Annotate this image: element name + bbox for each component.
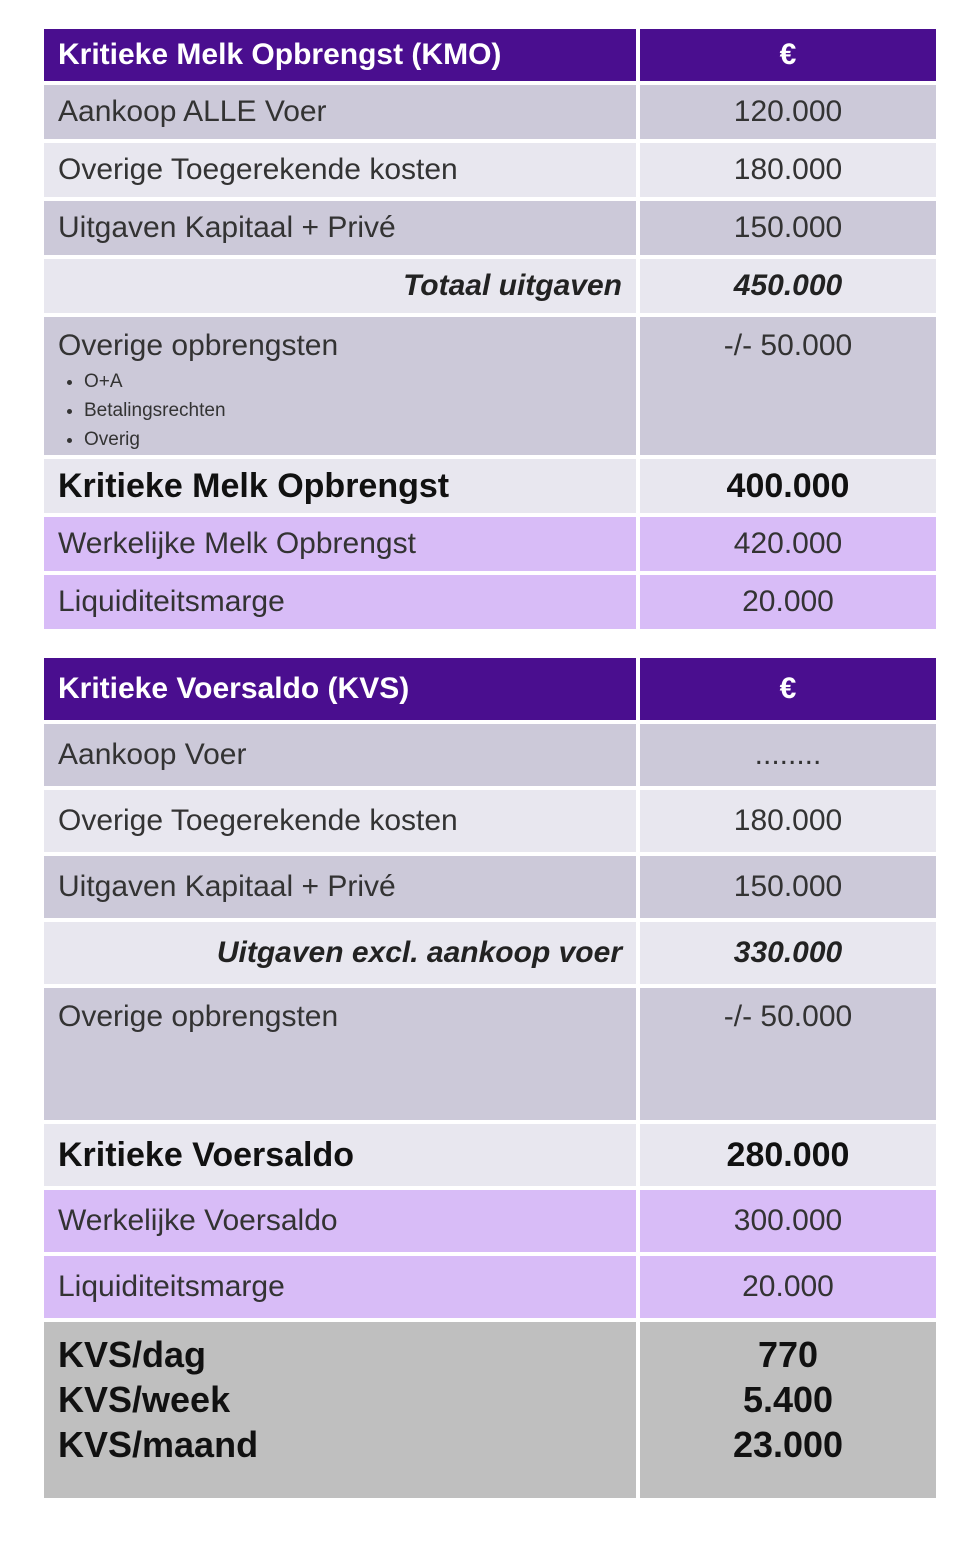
kmo-total-value: 450.000 — [640, 259, 936, 313]
kvs-margin-label: Liquiditeitsmarge — [44, 1256, 636, 1318]
kvs-actual-row — [44, 1190, 936, 1252]
period-label: KVS/week — [58, 1379, 231, 1420]
bullet-item: • Betalingsrechten — [84, 396, 226, 425]
kvs-critical-value: 280.000 — [640, 1124, 936, 1186]
kvs-periods-values — [640, 1322, 936, 1498]
kmo-total-row — [44, 259, 936, 313]
kvs-table — [44, 658, 936, 1502]
kvs-critical-label: Kritieke Voersaldo — [44, 1124, 636, 1186]
row-label: Uitgaven Kapitaal + Privé — [44, 201, 636, 255]
kmo-margin-value: 20.000 — [640, 575, 936, 629]
kmo-table — [44, 29, 936, 633]
table-row — [44, 856, 936, 918]
bullet-item: • O+A — [84, 367, 226, 396]
period-label: KVS/dag — [58, 1334, 207, 1375]
period-value: 23.000 — [732, 1424, 844, 1465]
table-row — [44, 724, 936, 786]
table-row — [44, 85, 936, 139]
kmo-actual-value: 420.000 — [640, 517, 936, 571]
kvs-critical-row — [44, 1124, 936, 1186]
kmo-header-row — [44, 29, 936, 81]
period-value: 5.400 — [742, 1379, 834, 1420]
kmo-header-label: Kritieke Melk Opbrengst (KMO) — [44, 29, 636, 81]
kmo-header-currency: € — [640, 29, 936, 81]
row-label: Overige Toegerekende kosten — [44, 790, 636, 852]
kvs-periods-row — [44, 1322, 936, 1498]
kmo-total-label: Totaal uitgaven — [44, 259, 636, 313]
kvs-margin-value: 20.000 — [640, 1256, 936, 1318]
row-value: 150.000 — [640, 201, 936, 255]
kvs-total-label: Uitgaven excl. aankoop voer — [44, 922, 636, 984]
kmo-actual-row — [44, 517, 936, 571]
row-label: Aankoop Voer — [44, 724, 636, 786]
period-value: 770 — [757, 1334, 819, 1375]
kvs-other-income-value: -/- 50.000 — [640, 988, 936, 1120]
kvs-margin-row — [44, 1256, 936, 1318]
kmo-critical-row — [44, 459, 936, 513]
kmo-other-income-cell — [44, 317, 636, 455]
table-row — [44, 201, 936, 255]
kvs-other-income-label: Overige opbrengsten — [44, 988, 636, 1120]
kmo-critical-value: 400.000 — [640, 459, 936, 513]
kmo-other-income-label: Overige opbrengsten — [58, 329, 339, 362]
kvs-total-value: 330.000 — [640, 922, 936, 984]
kmo-margin-label: Liquiditeitsmarge — [44, 575, 636, 629]
kmo-other-income-value: -/- 50.000 — [640, 317, 936, 455]
table-row — [44, 790, 936, 852]
kmo-margin-row — [44, 575, 936, 629]
kmo-other-income-row — [44, 317, 936, 455]
table-row — [44, 143, 936, 197]
row-value: 120.000 — [640, 85, 936, 139]
kvs-actual-label: Werkelijke Voersaldo — [44, 1190, 636, 1252]
kvs-actual-value: 300.000 — [640, 1190, 936, 1252]
kvs-periods-labels — [44, 1322, 636, 1498]
row-value: ........ — [640, 724, 936, 786]
kvs-other-income-row — [44, 988, 936, 1120]
bullet-item: • Overig — [84, 425, 226, 454]
row-value: 150.000 — [640, 856, 936, 918]
kmo-actual-label: Werkelijke Melk Opbrengst — [44, 517, 636, 571]
kvs-total-row — [44, 922, 936, 984]
kvs-header-currency: € — [640, 658, 936, 720]
kmo-critical-label: Kritieke Melk Opbrengst — [44, 459, 636, 513]
kvs-header-row — [44, 658, 936, 720]
kvs-header-label: Kritieke Voersaldo (KVS) — [44, 658, 636, 720]
row-label: Overige Toegerekende kosten — [44, 143, 636, 197]
period-label: KVS/maand — [58, 1424, 259, 1465]
row-label: Aankoop ALLE Voer — [44, 85, 636, 139]
kmo-other-income-bullets — [58, 367, 226, 454]
row-value: 180.000 — [640, 790, 936, 852]
row-value: 180.000 — [640, 143, 936, 197]
row-label: Uitgaven Kapitaal + Privé — [44, 856, 636, 918]
